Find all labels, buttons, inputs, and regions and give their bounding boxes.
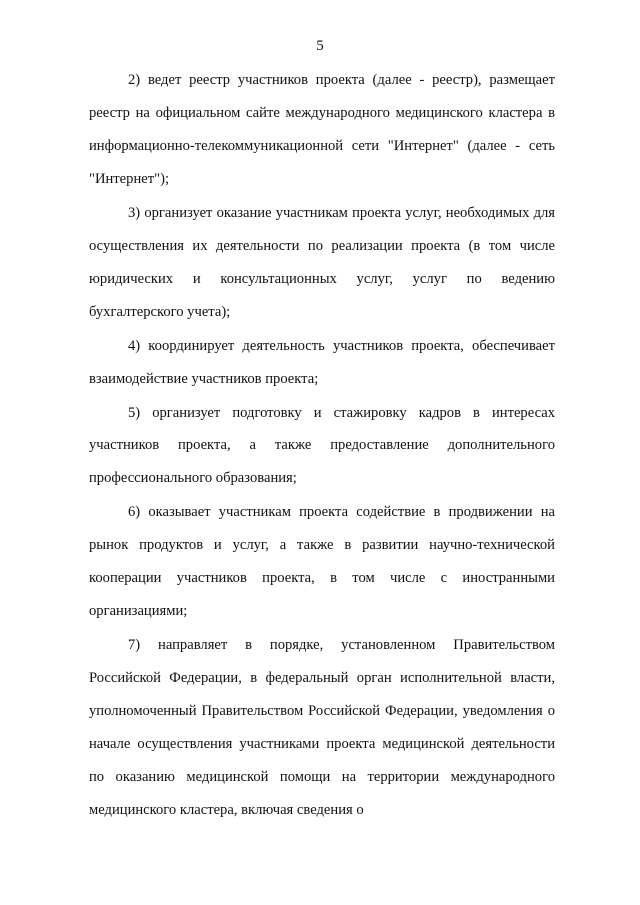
document-body	[89, 64, 555, 827]
paragraph-item-5: 5) организует подготовку и стажировку кадров в интересах участников проекта, а также предоставление дополнительного профессионального образования;	[89, 404, 555, 487]
paragraph-item-4: 4) координирует деятельность участников проекта, обеспечивает взаимодействие участников проекта;	[89, 337, 555, 387]
paragraph-item-2: 2) ведет реестр участников проекта (далее - реестр), размещает реестр на официальном сайте международного медицинского кластера в информационно-телекоммуникационной сети "Интернет" (далее - сеть "Интернет");	[89, 72, 555, 187]
paragraph-item-7: 7) направляет в порядке, установленном Правительством Российской Федерации, в федеральный орган исполнительной власти, уполномоченный Правительством Российской Федерации, уведомления о начале осуществления участниками проекта медицинской деятельности по оказанию медицинской помощи на территории международного медицинского кластера, включая сведения о	[89, 637, 555, 818]
page-number: 5	[316, 38, 324, 54]
paragraph-item-6: 6) оказывает участникам проекта содействие в продвижении на рынок продуктов и услуг, а также в развитии научно-технической кооперации участников проекта, в том числе с иностранными организациями;	[89, 504, 555, 620]
paragraph-item-3: 3) организует оказание участникам проекта услуг, необходимых для осуществления их деятельности по реализации проекта (в том числе юридических и консультационных услуг, услуг по ведению бухгалтерского учета);	[89, 204, 555, 320]
